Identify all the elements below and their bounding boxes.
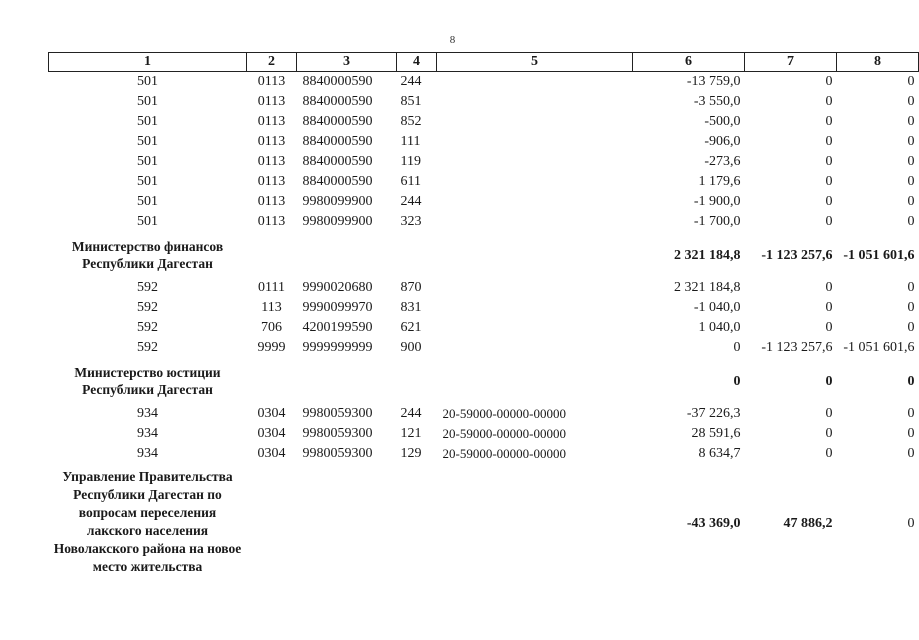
cell-col-6: 1 040,0 <box>698 320 741 335</box>
cell-col-5 <box>437 298 633 318</box>
organization-total-col7: 47 886,2 <box>783 515 833 531</box>
cell-col-6: -273,6 <box>704 154 741 169</box>
cell-col-6: -37 226,3 <box>686 406 741 421</box>
table-row <box>49 112 919 132</box>
cell-col-8: 0 <box>907 94 915 109</box>
cell-col-4: 900 <box>400 340 422 355</box>
header-col-1: 1 <box>49 53 247 72</box>
cell-col-7: 0 <box>825 174 833 189</box>
header-col-2: 2 <box>247 53 297 72</box>
cell-col-5 <box>437 132 633 152</box>
cell-col-1: 501 <box>137 94 158 109</box>
table-row <box>49 192 919 212</box>
cell-col-2: 0113 <box>257 194 286 209</box>
cell-col-5: 20-59000-00000-00000 <box>442 426 566 441</box>
organization-row <box>49 232 919 278</box>
organization-total-col8: -1 051 601,6 <box>843 247 915 263</box>
cell-col-8: 0 <box>907 154 915 169</box>
cell-col-8: 0 <box>907 406 915 421</box>
cell-col-7: 0 <box>825 134 833 149</box>
cell-col-7: 0 <box>825 194 833 209</box>
cell-col-5 <box>437 338 633 358</box>
cell-col-4: 129 <box>400 446 422 461</box>
table-row <box>49 318 919 338</box>
cell-col-4: 831 <box>400 300 422 315</box>
cell-col-6: 1 179,6 <box>698 174 741 189</box>
cell-col-8: 0 <box>907 446 915 461</box>
cell-col-8: 0 <box>907 214 915 229</box>
cell-col-7: 0 <box>825 74 833 89</box>
header-col-8: 8 <box>837 53 919 72</box>
table-row <box>49 338 919 358</box>
cell-col-6: 0 <box>733 340 741 355</box>
cell-col-5 <box>437 72 633 93</box>
organization-row <box>49 358 919 404</box>
organization-total-col7: 0 <box>825 373 833 389</box>
cell-col-1: 501 <box>137 114 158 129</box>
table-row <box>49 212 919 232</box>
organization-total-col8: 0 <box>907 373 915 389</box>
cell-col-7: 0 <box>825 154 833 169</box>
cell-col-2: 0113 <box>257 174 286 189</box>
cell-col-4: 621 <box>400 320 422 335</box>
cell-col-2: 0113 <box>257 114 286 129</box>
organization-empty-cells <box>247 358 633 404</box>
cell-col-7: 0 <box>825 426 833 441</box>
cell-col-3: 9980059300 <box>302 446 373 461</box>
cell-col-1: 592 <box>137 300 158 315</box>
cell-col-3: 4200199590 <box>302 320 373 335</box>
cell-col-2: 0304 <box>257 426 286 441</box>
header-col-7: 7 <box>745 53 837 72</box>
cell-col-1: 501 <box>137 134 158 149</box>
cell-col-4: 852 <box>400 114 422 129</box>
cell-col-6: -3 550,0 <box>693 94 741 109</box>
organization-total-col8: 0 <box>907 515 915 531</box>
cell-col-2: 9999 <box>257 340 286 355</box>
table-row <box>49 278 919 298</box>
cell-col-7: 0 <box>825 280 833 295</box>
header-col-5: 5 <box>437 53 633 72</box>
cell-col-3: 8840000590 <box>302 134 373 149</box>
cell-col-3: 8840000590 <box>302 74 373 89</box>
cell-col-1: 501 <box>137 194 158 209</box>
cell-col-8: -1 051 601,6 <box>843 340 915 355</box>
cell-col-2: 113 <box>261 300 282 315</box>
cell-col-1: 592 <box>137 320 158 335</box>
cell-col-8: 0 <box>907 194 915 209</box>
cell-col-8: 0 <box>907 174 915 189</box>
cell-col-4: 244 <box>400 74 422 89</box>
cell-col-2: 0111 <box>258 280 285 295</box>
cell-col-7: 0 <box>825 114 833 129</box>
cell-col-4: 111 <box>400 134 421 149</box>
cell-col-6: -1 700,0 <box>693 214 741 229</box>
cell-col-8: 0 <box>907 300 915 315</box>
organization-name: Министерство финансов Республики Дагестан <box>71 239 224 271</box>
table-row <box>49 404 919 424</box>
cell-col-3: 8840000590 <box>302 174 373 189</box>
organization-name: Управление Правительства Республики Дагестан по вопросам переселения лакского населения Новолакского района на новое место жительства <box>53 469 242 574</box>
cell-col-5 <box>437 212 633 232</box>
cell-col-8: 0 <box>907 320 915 335</box>
cell-col-3: 9980099900 <box>302 194 373 209</box>
table-body <box>49 72 919 583</box>
organization-total-col6: -43 369,0 <box>686 515 741 531</box>
table-row <box>49 152 919 172</box>
table-row <box>49 172 919 192</box>
cell-col-5 <box>437 112 633 132</box>
cell-col-3: 9980059300 <box>302 406 373 421</box>
cell-col-3: 9999999999 <box>302 340 373 355</box>
cell-col-2: 0304 <box>257 406 286 421</box>
cell-col-3: 8840000590 <box>302 154 373 169</box>
organization-empty-cells <box>247 464 633 582</box>
cell-col-6: -13 759,0 <box>686 74 741 89</box>
cell-col-1: 501 <box>137 154 158 169</box>
cell-col-7: 0 <box>825 300 833 315</box>
organization-empty-cells <box>247 232 633 278</box>
cell-col-2: 706 <box>261 320 282 335</box>
cell-col-4: 119 <box>400 154 421 169</box>
cell-col-4: 121 <box>400 426 422 441</box>
cell-col-4: 323 <box>400 214 422 229</box>
table-row <box>49 424 919 444</box>
cell-col-5 <box>437 172 633 192</box>
table-row <box>49 132 919 152</box>
budget-table <box>48 52 919 582</box>
table-row <box>49 298 919 318</box>
organization-row <box>49 464 919 582</box>
cell-col-1: 501 <box>137 74 158 89</box>
cell-col-7: 0 <box>825 94 833 109</box>
cell-col-4: 611 <box>400 174 421 189</box>
cell-col-6: -500,0 <box>704 114 741 129</box>
cell-col-5: 20-59000-00000-00000 <box>442 446 566 461</box>
cell-col-3: 9990099970 <box>302 300 373 315</box>
cell-col-7: 0 <box>825 320 833 335</box>
cell-col-4: 244 <box>400 406 422 421</box>
cell-col-6: 2 321 184,8 <box>674 280 741 295</box>
cell-col-2: 0113 <box>257 94 286 109</box>
header-col-4: 4 <box>397 53 437 72</box>
cell-col-8: 0 <box>907 74 915 89</box>
cell-col-3: 9980059300 <box>302 426 373 441</box>
organization-total-col7: -1 123 257,6 <box>761 247 833 263</box>
cell-col-8: 0 <box>907 426 915 441</box>
cell-col-1: 501 <box>137 214 158 229</box>
organization-total-col6: 2 321 184,8 <box>674 247 741 263</box>
cell-col-6: -1 040,0 <box>693 300 741 315</box>
cell-col-3: 9980099900 <box>302 214 373 229</box>
cell-col-2: 0113 <box>257 134 286 149</box>
cell-col-3: 8840000590 <box>302 94 373 109</box>
table-row <box>49 444 919 464</box>
cell-col-1: 501 <box>137 174 158 189</box>
cell-col-7: 0 <box>825 446 833 461</box>
cell-col-2: 0113 <box>257 214 286 229</box>
cell-col-1: 934 <box>137 446 158 461</box>
cell-col-5 <box>437 318 633 338</box>
cell-col-8: 0 <box>907 114 915 129</box>
cell-col-5 <box>437 152 633 172</box>
cell-col-3: 8840000590 <box>302 114 373 129</box>
cell-col-8: 0 <box>907 280 915 295</box>
cell-col-6: -906,0 <box>704 134 741 149</box>
cell-col-7: 0 <box>825 406 833 421</box>
cell-col-4: 870 <box>400 280 422 295</box>
table-row <box>49 72 919 93</box>
cell-col-8: 0 <box>907 134 915 149</box>
cell-col-6: 8 634,7 <box>698 446 741 461</box>
cell-col-5 <box>437 92 633 112</box>
cell-col-2: 0113 <box>257 154 286 169</box>
header-col-6: 6 <box>633 53 745 72</box>
table-header-row <box>49 53 919 72</box>
table-row <box>49 92 919 112</box>
cell-col-6: 28 591,6 <box>691 426 741 441</box>
header-col-3: 3 <box>297 53 397 72</box>
cell-col-7: 0 <box>825 214 833 229</box>
cell-col-1: 934 <box>137 426 158 441</box>
cell-col-5: 20-59000-00000-00000 <box>442 406 566 421</box>
cell-col-5 <box>437 192 633 212</box>
cell-col-2: 0304 <box>257 446 286 461</box>
cell-col-6: -1 900,0 <box>693 194 741 209</box>
cell-col-5 <box>437 278 633 298</box>
cell-col-4: 244 <box>400 194 422 209</box>
cell-col-2: 0113 <box>257 74 286 89</box>
cell-col-1: 934 <box>137 406 158 421</box>
cell-col-1: 592 <box>137 280 158 295</box>
organization-total-col6: 0 <box>733 373 741 389</box>
cell-col-4: 851 <box>400 94 422 109</box>
cell-col-3: 9990020680 <box>302 280 373 295</box>
cell-col-1: 592 <box>137 340 158 355</box>
page-number: 8 <box>449 34 456 46</box>
organization-name: Министерство юстиции Республики Дагестан <box>74 365 221 397</box>
cell-col-7: -1 123 257,6 <box>761 340 833 355</box>
